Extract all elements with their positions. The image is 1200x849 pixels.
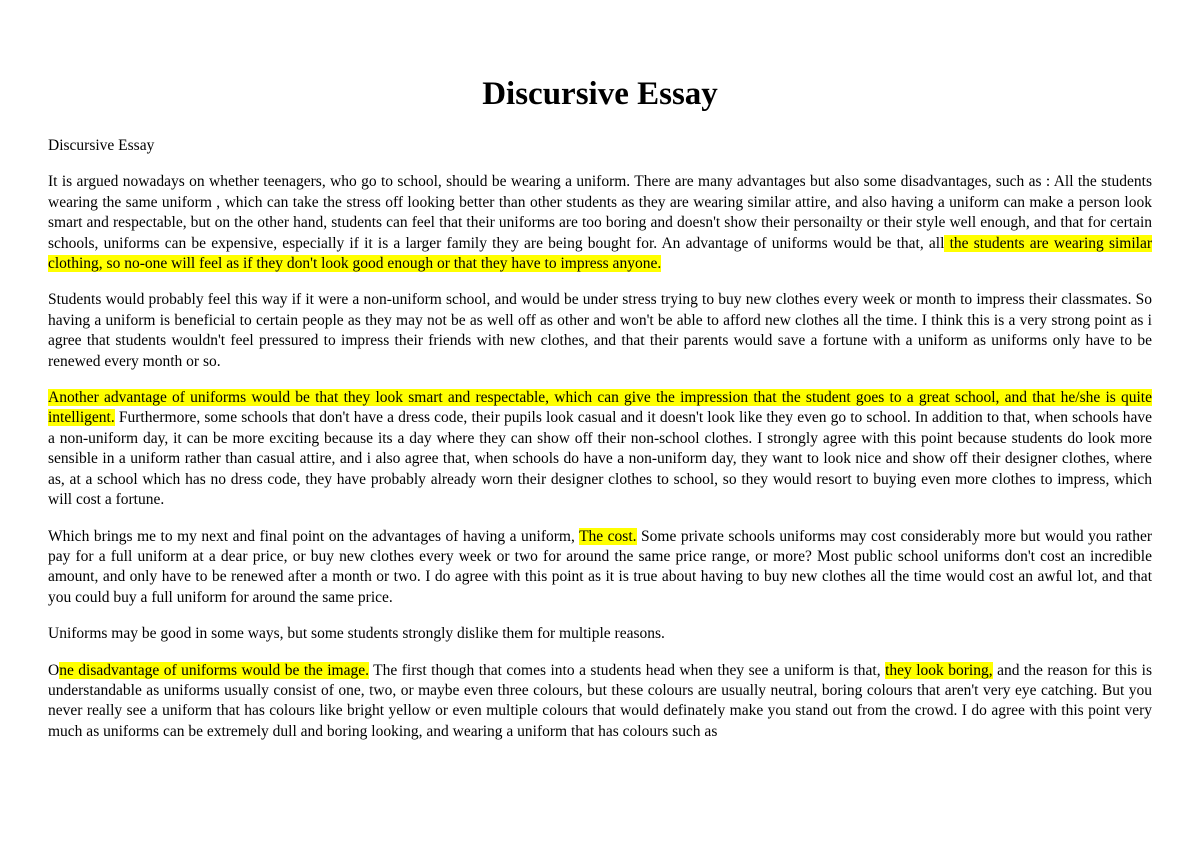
- paragraph-text: O: [48, 661, 60, 679]
- essay-body: [48, 172, 1152, 742]
- document-title: Discursive Essay: [482, 76, 718, 112]
- paragraph-text: Some private schools uniforms may cost considerably more but would you rather pay for a full uniform at a dear price, or buy new clothes every week or two for around the same price range, or more? Most public school uniforms don't cost an incredible amount, and only have to be renewed after a month or two. I do agree with this point as it is true about having to buy new clothes all the time would cost an awful lot, and that you could buy a full uniform for around the same price.: [48, 527, 1153, 606]
- essay-paragraph: [48, 388, 1152, 510]
- highlighted-text: ne disadvantage of uniforms would be the image.: [59, 661, 369, 679]
- paragraph-text: Furthermore, some schools that don't have a dress code, their pupils look casual and it doesn't look like they even go to school. In addition to that, when schools have a non-uniform day, it can be more exciting because its a day where they can show off their non-school clothes. I strongly agree with this point because students do look more sensible in a uniform rather than casual attire, and i also agree that, when schools do have a non-uniform day, they want to look nice and show off their designer clothes, where as, at a school which has no dress code, they have probably already worn their designer clothes to school, so they would resort to buying even more clothes to impress, which will cost a fortune.: [48, 409, 1152, 509]
- essay-paragraph: [48, 661, 1152, 743]
- highlighted-text: Another advantage of uniforms would be that they look smart and respectable, which can give the impression that the student goes to a great school, and that he/she is quite intelligent.: [48, 389, 1152, 427]
- highlighted-text: the students are wearing similar clothing, so no-one will feel as if they don't look good enough or that they have to impress anyone.: [48, 234, 1152, 273]
- paragraph-text: It is argued nowadays on whether teenagers, who go to school, should be wearing a uniform. There are many advantages but also some disadvantages, such as : All the students wearing the same uniform , which can take the stress off looking better than other students as they are wearing similar attire, and also having a uniform can make a person look smart and respectable, but on the other hand, students can feel that their uniforms are too boring and doesn't show their personailty or their style well enough, and that for certain schools, uniforms can be expensive, especially if it is a larger family they are being bought for. An advantage of uniforms would be that, all: [48, 173, 1152, 252]
- paragraph-text: and the reason for this is understandable as uniforms usually consist of one, two, or maybe even three colours, but these colours are usually neutral, boring colours that aren't very eye catching. But you never really see a uniform that has colours like bright yellow or even multiple colours that would definately make you stand out from the crowd. I do agree with this point very much as uniforms can be extremely dull and boring looking, and wearing a uniform that has colours such as: [48, 661, 1152, 740]
- document-subtitle: Discursive Essay: [48, 137, 155, 154]
- paragraph-text: Uniforms may be good in some ways, but some students strongly dislike them for multiple reasons.: [48, 625, 665, 643]
- paragraph-text: Which brings me to my next and final point on the advantages of having a uniform,: [48, 527, 580, 545]
- highlighted-text: they look boring,: [885, 661, 993, 679]
- paragraph-text: The first though that comes into a students head when they see a uniform is that,: [368, 661, 886, 679]
- paragraph-text: Students would probably feel this way if it were a non-uniform school, and would be under stress trying to buy new clothes every week or month to impress their classmates. So having a uniform is beneficial to certain people as they may not be as well off as other and won't be able to afford new clothes all the time. I think this is a very strong point as i agree that students wouldn't feel pressured to impress their friends with new clothes, and that their parents would save a fortune with a uniform as uniforms only have to be renewed every month or so.: [48, 291, 1152, 370]
- highlighted-text: The cost.: [579, 527, 637, 545]
- essay-paragraph: [48, 527, 1152, 609]
- essay-paragraph: [48, 172, 1152, 274]
- essay-paragraph: [48, 290, 1152, 372]
- document-page: [48, 72, 1152, 758]
- essay-paragraph: [48, 624, 1152, 644]
